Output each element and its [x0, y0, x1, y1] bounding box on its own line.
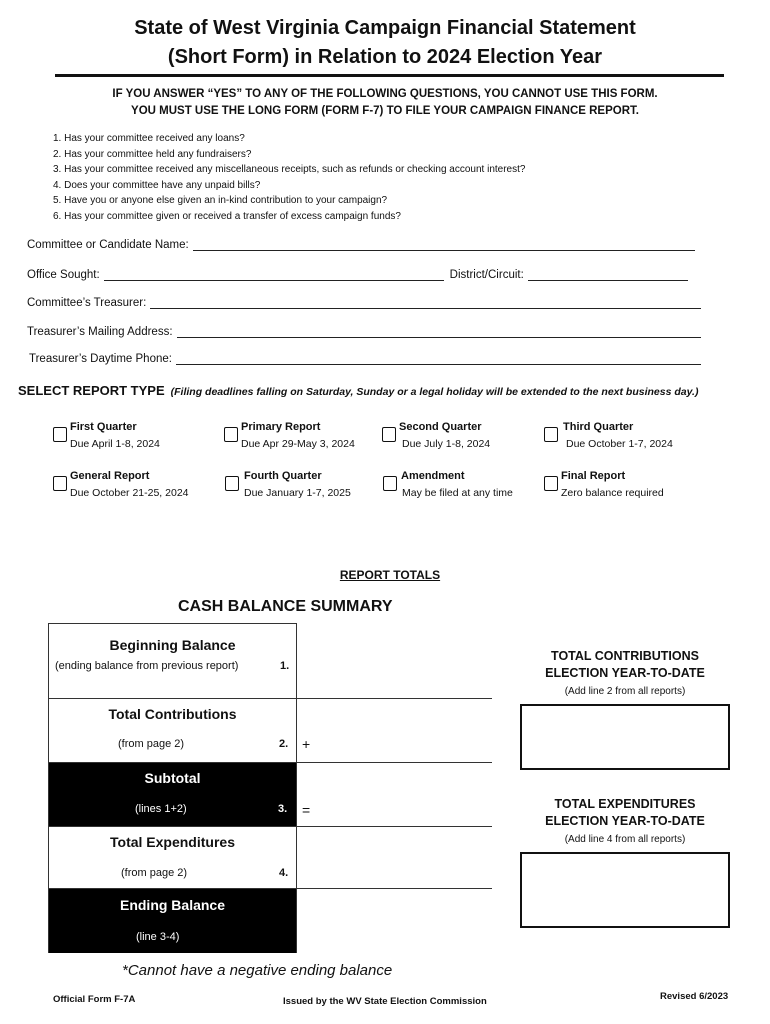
beginning-balance-field[interactable]	[296, 623, 493, 699]
ytd-contributions-section	[500, 648, 750, 697]
option-name: Third Quarter	[563, 421, 634, 433]
treasurer-row	[27, 296, 701, 309]
question-list	[53, 131, 525, 224]
final-report-checkbox[interactable]	[544, 476, 558, 491]
option-due: Due October 21-25, 2024	[70, 487, 189, 499]
daytime-phone-label: Treasurer’s Daytime Phone:	[29, 353, 172, 365]
option-name: General Report	[70, 470, 150, 482]
ytd-expenditures-field[interactable]	[520, 852, 730, 928]
ytd-expenditures-section	[500, 796, 750, 845]
ytd-contributions-title-line1: TOTAL CONTRIBUTIONS	[551, 649, 699, 663]
row-label: Subtotal	[144, 770, 201, 786]
row-sub: (lines 1+2)	[135, 803, 187, 815]
row-sub: (line 3-4)	[136, 931, 180, 943]
question-item: 5. Have you or anyone else given an in-kind contribution to your campaign?	[53, 195, 388, 206]
form-title-line2: (Short Form) in Relation to 2024 Election Year	[167, 46, 603, 68]
table-row-beginning-balance	[49, 623, 492, 699]
fourth-quarter-checkbox[interactable]	[225, 476, 239, 491]
row-sub: (from page 2)	[121, 867, 188, 879]
row-label: Ending Balance	[119, 897, 226, 913]
cash-balance-table	[48, 623, 493, 953]
ytd-contributions-note: (Add line 2 from all reports)	[564, 686, 686, 697]
committee-name-row	[27, 238, 695, 251]
table-row-subtotal	[49, 762, 492, 827]
title-divider	[55, 74, 724, 77]
mailing-address-input[interactable]	[177, 325, 701, 338]
office-sought-input[interactable]	[104, 268, 444, 281]
report-type-note: (Filing deadlines falling on Saturday, Sunday or a legal holiday will be extended to the next business day.)	[170, 386, 699, 398]
treasurer-input[interactable]	[150, 296, 701, 309]
first-quarter-checkbox[interactable]	[53, 427, 67, 442]
report-type-title: SELECT REPORT TYPE	[18, 383, 165, 398]
option-name: Second Quarter	[399, 421, 482, 433]
option-name: Final Report	[561, 470, 626, 482]
option-due: Due October 1-7, 2024	[566, 438, 673, 450]
question-item: 4. Does your committee have any unpaid bills?	[53, 179, 261, 191]
mailing-address-label: Treasurer’s Mailing Address:	[27, 326, 173, 338]
ytd-contributions-title-line2: ELECTION YEAR-TO-DATE	[545, 666, 705, 680]
row-number: 1.	[280, 659, 290, 672]
row-number: 4.	[279, 867, 289, 879]
table-row-ending-balance	[49, 888, 492, 953]
issued-by: Issued by the WV State Election Commission	[283, 996, 487, 1007]
total-contributions-field[interactable]	[296, 699, 493, 763]
ytd-contributions-field[interactable]	[520, 704, 730, 770]
option-name: First Quarter	[70, 421, 137, 433]
daytime-phone-input[interactable]	[176, 352, 701, 365]
option-due: Due April 1-8, 2024	[70, 438, 160, 450]
table-row-total-expenditures	[49, 826, 492, 889]
ending-balance-field[interactable]	[296, 889, 493, 953]
committee-name-input[interactable]	[193, 238, 695, 251]
daytime-phone-row	[29, 352, 701, 365]
form-title-line1: State of West Virginia Campaign Financial Statement	[134, 17, 636, 39]
revised-date: Revised 6/2023	[660, 991, 729, 1002]
warning-line1: IF YOU ANSWER “YES” TO ANY OF THE FOLLOWING QUESTIONS, YOU CANNOT USE THIS FORM.	[112, 88, 658, 100]
row-number: 2.	[279, 738, 289, 750]
option-due: Zero balance required	[561, 487, 664, 499]
report-totals-heading: REPORT TOTALS	[339, 568, 441, 582]
option-due: Due July 1-8, 2024	[402, 438, 491, 450]
office-sought-row	[27, 268, 688, 281]
office-sought-label: Office Sought:	[27, 269, 100, 281]
district-label: District/Circuit:	[449, 269, 524, 281]
equals-symbol: =	[302, 802, 311, 818]
district-input[interactable]	[528, 268, 688, 281]
warning-line2: YOU MUST USE THE LONG FORM (FORM F-7) TO FILE YOUR CAMPAIGN FINANCE REPORT.	[131, 105, 639, 117]
warning-text	[0, 86, 770, 120]
option-name: Fourth Quarter	[244, 470, 322, 482]
row-label: Beginning Balance	[109, 636, 236, 653]
row-number: 3.	[278, 803, 288, 815]
negative-balance-note: *Cannot have a negative ending balance	[122, 962, 393, 979]
form-number: Official Form F-7A	[53, 994, 136, 1005]
question-item: 1. Has your committee received any loans?	[53, 133, 245, 144]
option-due: Due January 1-7, 2025	[244, 487, 351, 499]
question-item: 2. Has your committee held any fundraisers?	[53, 148, 252, 160]
row-sub: (ending balance from previous report)	[55, 659, 239, 672]
question-item: 3. Has your committee received any miscellaneous receipts, such as refunds or checking account interest?	[53, 164, 526, 175]
row-sub: (from page 2)	[118, 738, 185, 750]
option-name: Amendment	[401, 470, 465, 482]
primary-report-checkbox[interactable]	[224, 427, 238, 442]
ytd-expenditures-title-line1: TOTAL EXPENDITURES	[554, 797, 696, 811]
mailing-address-row	[27, 325, 701, 338]
form-title	[0, 14, 770, 72]
option-due: May be filed at any time	[402, 487, 513, 499]
subtotal-field[interactable]	[296, 763, 493, 827]
general-report-checkbox[interactable]	[53, 476, 67, 491]
ytd-expenditures-note: (Add line 4 from all reports)	[564, 834, 686, 845]
row-label: Total Contributions	[108, 706, 237, 722]
plus-symbol: +	[302, 736, 311, 752]
third-quarter-checkbox[interactable]	[544, 427, 558, 442]
report-type-heading	[18, 383, 698, 398]
total-expenditures-field[interactable]	[296, 827, 493, 889]
committee-name-label: Committee or Candidate Name:	[27, 239, 189, 251]
cash-summary-heading: CASH BALANCE SUMMARY	[178, 598, 393, 615]
treasurer-label: Committee’s Treasurer:	[27, 297, 147, 309]
question-item: 6. Has your committee given or received a transfer of excess campaign funds?	[53, 210, 401, 222]
row-label: Total Expenditures	[110, 834, 235, 850]
option-due: Due Apr 29-May 3, 2024	[241, 438, 355, 450]
amendment-checkbox[interactable]	[383, 476, 397, 491]
ytd-expenditures-title-line2: ELECTION YEAR-TO-DATE	[545, 814, 705, 828]
option-name: Primary Report	[241, 421, 321, 433]
second-quarter-checkbox[interactable]	[382, 427, 396, 442]
table-row-total-contributions	[49, 698, 492, 763]
